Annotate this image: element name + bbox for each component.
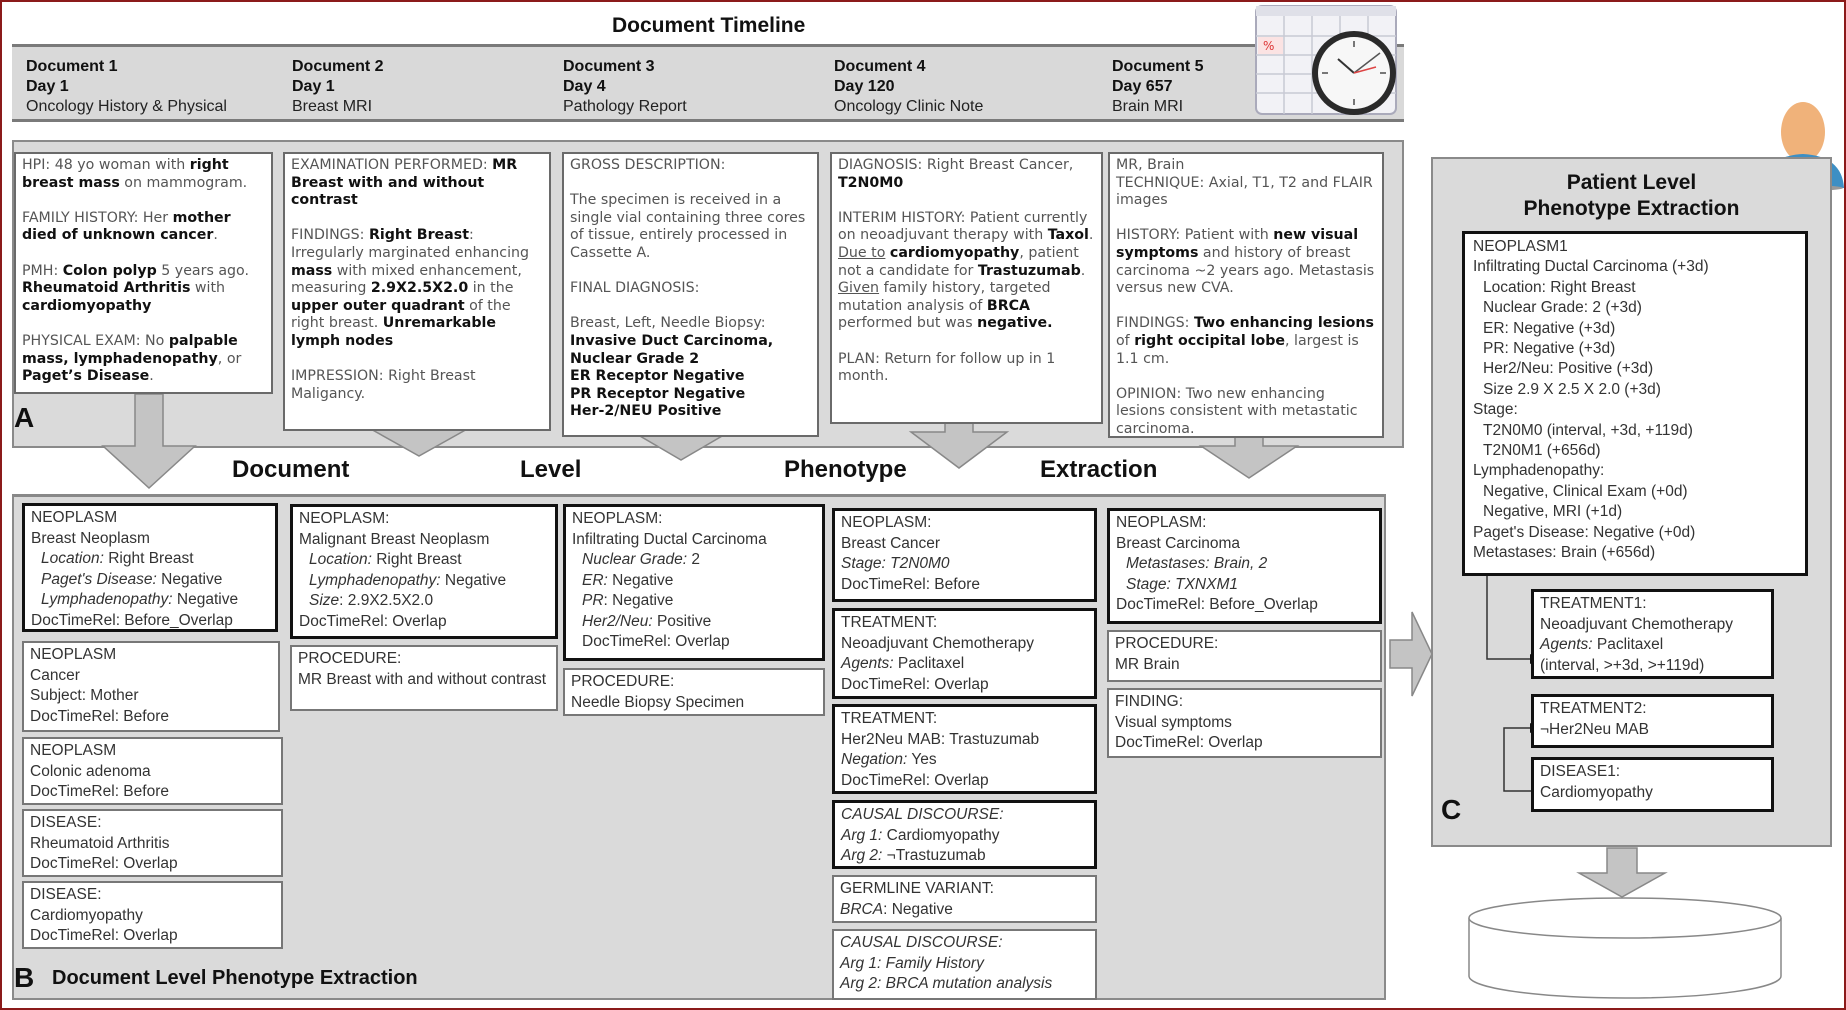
- extraction-treatment-chemo: TREATMENT: Neoadjuvant Chemotherapy Agents: Paclitaxel DocTimeRel: Overlap: [832, 608, 1097, 699]
- down-arrow-icon: [1576, 847, 1668, 899]
- document-5-text: MR, Brain TECHNIQUE: Axial, T1, T2 and FLAIR images HISTORY: Patient with new visual symptoms and history of breast carcinoma ~2 years ago. Metastasis versus new CVA. FINDINGS: Two enhancing lesions of right occipital lobe, largest is 1.1 cm. OPINION: Two new enhancing lesions consistent with metastatic carcinoma.: [1108, 152, 1384, 438]
- extraction-causal-discourse-1: CAUSAL DISCOURSE: Arg 1: Cardiomyopathy Arg 2: ¬Trastuzumab: [832, 800, 1097, 869]
- svg-text:%: %: [1263, 39, 1275, 53]
- doc-day: Day 1: [292, 78, 335, 95]
- extraction-neoplasm-breast-cancer: NEOPLASM: Breast Cancer Stage: T2N0M0 DocTimeRel: Before: [832, 508, 1097, 602]
- band-word-level: Level: [520, 456, 582, 483]
- doc-name: Document 4: [834, 58, 926, 75]
- patient-neoplasm1: [1462, 231, 1808, 576]
- document-1-text: HPI: 48 yo woman with right breast mass on mammogram. FAMILY HISTORY: Her mother died of unknown cancer. PMH: Colon polyp 5 years ago. Rheumatoid Arthritis with cardiomyopathy PHYSICAL EXAM: No palpable mass, lymphadenopathy, or Paget’s Disease.: [14, 152, 273, 394]
- doc-name: Document 5: [1112, 58, 1204, 75]
- neoplasm1-line: Negative, Clinical Exam (+0d): [1483, 482, 1688, 500]
- panel-b-caption: Document Level Phenotype Extraction: [52, 967, 418, 989]
- doc-type: Oncology Clinic Note: [834, 98, 984, 115]
- patient-treatment1: TREATMENT1: Neoadjuvant Chemotherapy Agents: Paclitaxel (interval, >+3d, >+119d): [1531, 589, 1774, 679]
- extraction-disease-ra: DISEASE: Rheumatoid Arthritis DocTimeRel: Overlap: [22, 809, 283, 877]
- neoplasm1-line: T2N0M0 (interval, +3d, +119d): [1483, 421, 1693, 439]
- timeline-doc-5[interactable]: [1112, 57, 1204, 117]
- neoplasm1-line: Stage:: [1473, 401, 1518, 419]
- doc-type: Brain MRI: [1112, 98, 1184, 115]
- neoplasm1-line: T2N0M1 (+656d): [1483, 442, 1601, 460]
- doc-day: Day 4: [563, 78, 606, 95]
- extraction-neoplasm-cancer: NEOPLASM Cancer Subject: Mother DocTimeRel: Before: [22, 641, 280, 732]
- extraction-finding-visual: FINDING: Visual symptoms DocTimeRel: Overlap: [1107, 688, 1382, 758]
- panel-a-letter: A: [14, 402, 35, 433]
- extraction-procedure-mr-brain: PROCEDURE: MR Brain: [1107, 630, 1382, 682]
- extraction-germline-variant: GERMLINE VARIANT: BRCA: Negative: [832, 875, 1097, 923]
- extraction-neoplasm-malignant: NEOPLASM: Malignant Breast Neoplasm Location: Right Breast Lymphadenopathy: Negative Size: 2.9X2.5X2.0 DocTimeRel: Overlap: [290, 504, 558, 639]
- band-word-extraction: Extraction: [1040, 456, 1158, 483]
- timeline-doc-1[interactable]: [26, 57, 227, 117]
- doc-type: Pathology Report: [563, 98, 687, 115]
- timeline-doc-4[interactable]: [834, 57, 983, 117]
- extraction-causal-discourse-2: CAUSAL DISCOURSE: Arg 1: Family History Arg 2: BRCA mutation analysis: [832, 929, 1097, 1000]
- extraction-treatment-trastuzumab: TREATMENT: Her2Neu MAB: Trastuzumab Negation: Yes DocTimeRel: Overlap: [832, 704, 1097, 794]
- timeline-title: Document Timeline: [612, 14, 806, 37]
- neoplasm1-line: ER: Negative (+3d): [1483, 319, 1616, 337]
- timeline-band: [12, 44, 1404, 122]
- neoplasm1-line: Negative, MRI (+1d): [1483, 503, 1623, 521]
- document-2-text: EXAMINATION PERFORMED: MR Breast with and without contrast FINDINGS: Right Breast: Irregularly marginated enhancing mass with mixed enhancement, measuring 2.9X2.5X2.0 in the upper outer quadrant of the right breast. Unremarkable lymph nodes IMPRESSION: Right Breast Maligancy.: [283, 152, 551, 431]
- extraction-neoplasm-breast-carcinoma: NEOPLASM: Breast Carcinoma Metastases: Brain, 2 Stage: TXNXM1 DocTimeRel: Before_Overlap: [1107, 508, 1382, 624]
- band-word-document: Document: [232, 456, 350, 483]
- extraction-neoplasm-colonic: NEOPLASM Colonic adenoma DocTimeRel: Before: [22, 737, 283, 805]
- band-word-phenotype: Phenotype: [784, 456, 907, 483]
- document-4-text: DIAGNOSIS: Right Breast Cancer, T2N0M0 INTERIM HISTORY: Patient currently on neoadjuvant therapy with Taxol. Due to cardiomyopathy, patient not a candidate for Trastuzumab. Given family history, targeted mutation analysis of BRCA performed but was negative. PLAN: Return for follow up in 1 month.: [830, 152, 1103, 424]
- neoplasm1-line: Infiltrating Ductal Carcinoma (+3d): [1473, 258, 1709, 276]
- extraction-disease-cardiomyopathy: DISEASE: Cardiomyopathy DocTimeRel: Overlap: [22, 881, 283, 949]
- neoplasm1-line: NEOPLASM1: [1473, 238, 1568, 255]
- panel-c-title: Patient Level Phenotype Extraction: [1523, 171, 1740, 220]
- timeline-doc-3[interactable]: [563, 57, 687, 117]
- patient-treatment2: TREATMENT2: ¬Her2Neu MAB: [1531, 694, 1774, 748]
- neoplasm1-line: PR: Negative (+3d): [1483, 340, 1616, 358]
- panel-c-letter: C: [1441, 794, 1462, 825]
- doc-name: Document 3: [563, 58, 655, 75]
- panel-b-letter: B: [14, 962, 35, 993]
- neoplasm1-line: Size 2.9 X 2.5 X 2.0 (+3d): [1483, 380, 1661, 398]
- doc-type: Breast MRI: [292, 98, 373, 115]
- doc-name: Document 2: [292, 58, 384, 75]
- doc-name: Document 1: [26, 58, 118, 75]
- doc-type: Oncology History & Physical: [26, 98, 227, 115]
- extraction-neoplasm-breast: NEOPLASM Breast Neoplasm Location: Right Breast Paget's Disease: Negative Lymphadenopathy: Negative DocTimeRel: Before_Overlap: [22, 503, 278, 632]
- doc-day: Day 1: [26, 78, 69, 95]
- document-3-text: GROSS DESCRIPTION: The specimen is received in a single vial containing three cores of tissue, entirely processed in Cassette A. FINAL DIAGNOSIS: Breast, Left, Needle Biopsy: Invasive Duct Carcinoma, Nuclear Grade 2 ER Receptor Negative PR Receptor Negative Her-2/NEU Positive: [562, 152, 819, 437]
- doc-day: Day 657: [1112, 78, 1173, 95]
- neoplasm1-line: Paget's Disease: Negative (+0d): [1473, 523, 1696, 541]
- extraction-neoplasm-idc: NEOPLASM: Infiltrating Ductal Carcinoma Nuclear Grade: 2 ER: Negative PR: Negative Her2/Neu: Positive DocTimeRel: Overlap: [563, 504, 825, 661]
- patient-disease1: DISEASE1: Cardiomyopathy: [1531, 757, 1774, 812]
- timeline-doc-2[interactable]: [292, 57, 384, 117]
- neoplasm1-line: Her2/Neu: Positive (+3d): [1483, 360, 1654, 378]
- extraction-procedure-mr-breast: PROCEDURE: MR Breast with and without contrast: [290, 645, 558, 711]
- neoplasm1-line: Nuclear Grade: 2 (+3d): [1483, 299, 1642, 317]
- neoplasm1-line: Location: Right Breast: [1483, 278, 1636, 296]
- doc-day: Day 120: [834, 78, 895, 95]
- extraction-procedure-biopsy: PROCEDURE: Needle Biopsy Specimen: [563, 668, 825, 716]
- neoplasm1-line: Lymphadenopathy:: [1473, 462, 1605, 480]
- right-arrow-icon: [1388, 610, 1434, 700]
- database-cylinder-icon[interactable]: [1466, 896, 1786, 1008]
- calendar-clock-icon: [1252, 3, 1404, 121]
- neoplasm1-line: Metastases: Brain (+656d): [1473, 544, 1656, 562]
